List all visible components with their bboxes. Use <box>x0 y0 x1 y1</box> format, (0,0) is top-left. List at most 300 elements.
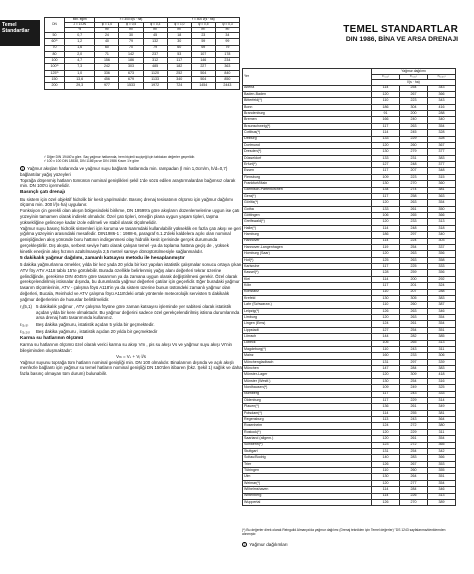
definition-value: 5 dakikalık yağmur , ATV çalışma föyüne göre zaman katsayısı işleminde yer sabitesi olarak istatistik açıdan yılda bir kere olmaktadır. Bu yağmur değerini sadece özel gerekçelendirilmiş istisna durumlarında arsa drenaj hattı tasarımında kullanınız. <box>36 303 240 321</box>
table2-place: Konstanz <box>243 289 372 295</box>
table2-cell: 117 <box>372 193 400 199</box>
table2-cell: 261 <box>400 206 428 212</box>
table2-cell: 127 <box>372 327 400 333</box>
table2-place: Kassel(*) <box>243 270 372 276</box>
table2-cell: 110 <box>372 346 400 352</box>
table2-cell: 283 <box>400 455 428 461</box>
table2-cell: 259 <box>400 270 428 276</box>
table1-cell: 363 <box>215 64 239 70</box>
table2-cell: 346 <box>428 308 456 314</box>
table1-row-label: 100 <box>45 58 65 64</box>
table1-cell: 1533 <box>119 83 143 89</box>
table2-place: Mainz <box>243 353 372 359</box>
paragraph: Toprağa döşenmiş hatların tümünün nominal genişlikleri şekil 1'de sözü edilen araştırmalardan bağımsız olarak min. DN 100'ü içermelidir. <box>20 177 236 189</box>
table1-cell: 132 <box>143 39 167 45</box>
table2-place: Kiel <box>243 276 372 282</box>
table1-cell: 312 <box>143 58 167 64</box>
table2-place: Münster-Lager <box>243 372 372 378</box>
table1-subhead: ψ = 0,5 <box>119 23 143 28</box>
table2-place: Greifswald(*) <box>243 219 372 225</box>
table1-cell: 30 <box>167 39 191 45</box>
table2-cell: 123 <box>372 442 400 448</box>
table2-cell: 233 <box>400 219 428 225</box>
table2-cell: 356 <box>428 251 456 257</box>
heading-roof-drainage: Basınçlı çatı drenajı <box>20 190 66 196</box>
table2-cell: 363 <box>428 193 456 199</box>
table2-place: Ulm <box>243 474 372 480</box>
table2-cell: 380 <box>428 423 456 429</box>
definition-key: r₍₅,₅₎ <box>20 322 29 328</box>
table1-cell: 1972 <box>143 83 167 89</box>
table2-cell: 166 <box>372 117 400 123</box>
table2-cell: 318 <box>428 225 456 231</box>
table2-cell: 263 <box>400 315 428 321</box>
table2-cell: 130 <box>372 295 400 301</box>
table2-cell: 128 <box>372 270 400 276</box>
table2-cell: 340 <box>428 117 456 123</box>
table2-cell: 243 <box>400 346 428 352</box>
table1-cell: 1133 <box>143 77 167 83</box>
table2-place: Tübingen <box>243 468 372 474</box>
table2-cell: 325 <box>428 385 456 391</box>
table2-cell: 201 <box>400 283 428 289</box>
table2-cell: 229 <box>400 397 428 403</box>
definition-item <box>20 304 242 321</box>
table1-unit: m² <box>119 28 143 33</box>
table1-cell: 45 <box>143 33 167 39</box>
table2-cell: 360 <box>428 181 456 187</box>
table1-unit: m² <box>167 28 191 33</box>
table2-cell: 243 <box>400 391 428 397</box>
table2-cell: 120 <box>372 436 400 442</box>
table2-cell: 261 <box>400 404 428 410</box>
table1-row-label: 150 <box>45 77 65 83</box>
table2-cell: 114 <box>372 410 400 416</box>
table2-cell: 366 <box>428 91 456 97</box>
definition-item <box>20 329 242 335</box>
table2-place: Altena <box>243 85 372 91</box>
table2-cell: 367 <box>428 142 456 148</box>
table2-cell: 249 <box>400 385 428 391</box>
table2-cell: 261 <box>400 321 428 327</box>
table2-cell: 144 <box>372 334 400 340</box>
table2-cell: 133 <box>372 136 400 142</box>
table1-cell: 2,0 <box>65 51 95 57</box>
table2-cell: 207 <box>400 168 428 174</box>
table2-cell: 265 <box>400 213 428 219</box>
table2-place: Leipzig(*) <box>243 308 372 314</box>
table2-cell: 274 <box>400 187 428 193</box>
table1-cell: 60 <box>95 45 119 51</box>
table2-place: Krefeld <box>243 295 372 301</box>
section-tab <box>0 20 40 46</box>
table1-head-slope: Min. eğim <box>65 18 95 23</box>
table2-cell: 140 <box>372 455 400 461</box>
table2-place: Karlsruhe <box>243 264 372 270</box>
definition-key: r₁(5,1) <box>20 303 32 309</box>
table1-cell: 0,7 <box>65 33 95 39</box>
table1-cell: 504 <box>191 70 215 76</box>
table1-cell: 69 <box>191 45 215 51</box>
table2-place: Halle(*) <box>243 225 372 231</box>
table2-head-col: r₍₅,₅₎ <box>400 74 428 80</box>
table2-cell: 109 <box>372 174 400 180</box>
table1-subhead: ψ = 0,5 <box>191 23 215 28</box>
table2-cell: 311 <box>428 346 456 352</box>
table2-place: Delburg <box>243 136 372 142</box>
table2-cell: 223 <box>400 98 428 104</box>
table1-cell: 156 <box>95 58 119 64</box>
table2-cell: 284 <box>400 366 428 372</box>
table-row <box>243 499 456 505</box>
table2-cell: 303 <box>428 238 456 244</box>
table2-place: Weimar(*) <box>243 480 372 486</box>
table2-place: Gera(*) <box>243 193 372 199</box>
table2-cell: 254 <box>400 378 428 384</box>
table2-cell: 127 <box>372 162 400 168</box>
figure2-legend <box>242 542 288 547</box>
table2-cell: 272 <box>400 442 428 448</box>
table2-cell: 110 <box>372 289 400 295</box>
table1-cell: 673 <box>119 70 143 76</box>
table2-cell: 383 <box>428 155 456 161</box>
table2-place: Nordhausen(*) <box>243 385 372 391</box>
table2-place: Bitterfeld(*) <box>243 98 372 104</box>
table1-cell: 456 <box>95 77 119 83</box>
table2-place: Magdeburg(*) <box>243 346 372 352</box>
paragraph: Fonksiyon çin gerekli olan akışın bölgesindeki birikme, DN 19599'a göre akışların düzenlemelerine uygun ise çatı yüzeyinin tamamen olarak indirekt olmalıdır. Özel çatı tipleri, örneğin plana uygun yaşam tipleri, taşma yüksekliğine gelinceye kadar izole edilmeli ve stabil olarak ölçülmelidir. <box>20 208 240 225</box>
table2-cell: 263 <box>400 257 428 263</box>
table1-cell: 4,7 <box>65 58 95 64</box>
table1-cell: 60 <box>167 45 191 51</box>
table2-cell: 354 <box>428 436 456 442</box>
table1-head-group2: r = 400 l/(s · ha) <box>167 18 239 23</box>
table2-cell: 120 <box>372 429 400 435</box>
table2-place: Hannover-Langenhagen <box>243 244 372 250</box>
definition-list <box>20 304 242 335</box>
table2-cell: 186 <box>372 104 400 110</box>
table2-place: Dresden(*) <box>243 149 372 155</box>
table1-cell: 182 <box>167 64 191 70</box>
table2-cell: 113 <box>372 417 400 423</box>
table1-cell: 1,0 <box>65 70 95 76</box>
table2-cell: 255 <box>400 410 428 416</box>
table2-cell: 324 <box>428 283 456 289</box>
table2-cell: 260 <box>400 142 428 148</box>
table2-cell: 297 <box>400 232 428 238</box>
table2-cell: 233 <box>400 353 428 359</box>
table2-place: Lörrach <box>243 334 372 340</box>
table2-place: Oldenburg <box>243 397 372 403</box>
table2-cell: 114 <box>372 276 400 282</box>
table2-cell: 354 <box>428 321 456 327</box>
table1-row-label: 80 <box>45 51 65 57</box>
table1-cell: 840 <box>215 70 239 76</box>
table1-cell: 252 <box>167 70 191 76</box>
table1-cell: 107 <box>191 51 215 57</box>
table1-cell: 79 <box>119 39 143 45</box>
table2-cell: 351 <box>428 474 456 480</box>
page-title: TEMEL STANDARTLAR <box>343 24 458 35</box>
table2-cell: 248 <box>400 225 428 231</box>
table2-cell: 117 <box>372 391 400 397</box>
table2-head-group: Yağmur dağılımı <box>372 69 456 75</box>
table2-cell: 254 <box>400 85 428 91</box>
table2-cell: 343 <box>428 98 456 104</box>
table1-cell: 29,3 <box>65 83 95 89</box>
table2-cell: 120 <box>372 219 400 225</box>
table2-cell: 270 <box>400 181 428 187</box>
table2-cell: 200 <box>400 111 428 117</box>
table2-cell: 117 <box>372 168 400 174</box>
table2-place: Plauen(*) <box>243 404 372 410</box>
table2-cell: 354 <box>428 123 456 129</box>
table1-cell: 99 <box>215 39 239 45</box>
table2-cell: 351 <box>428 327 456 333</box>
table1-cell: 30 <box>119 33 143 39</box>
table2-cell: 313 <box>428 219 456 225</box>
table1-cell: 303 <box>119 64 143 70</box>
table2-head-col: r₍₅,₂₀₎ <box>428 74 456 80</box>
paragraph: Yağmur suyu basınç hidrolik sistemleri için koruma ve tasarımdaki kullanılabilir yükseklik en fazla çatı akışı ve geri yığılma yüzeyinin arasındaki mesafedir. DIN1986-1 : 1988-6, paragraf 6.1.2'deki kaldelera açıkı olan nominal genişliğinden akış yönünde boru hattının indirgenmesi olay hidrolik kesit içerisinde gerçek durumunda gerçekleştirilir. Dış akışta, serbest seviye hattı olarak çalışan temel -ya da toplama hattına geçiş de , yüksek kinetik enerjinin akış hızının azaltılmasıyla 2,5 metrel sarsıye dönüştürülmesiyle sağlanmalıdır. <box>20 225 241 254</box>
table2-cell: 110 <box>372 98 400 104</box>
table1-unit: m² <box>95 28 119 33</box>
table1-unit: m² <box>215 28 239 33</box>
table2-cell: 124 <box>372 321 400 327</box>
table2-cell: 297 <box>400 359 428 365</box>
table1-row-label: 200 <box>45 83 65 89</box>
table2-place: Görlitz(*) <box>243 200 372 206</box>
table2-cell: 105 <box>372 340 400 346</box>
table2-cell: 223 <box>400 174 428 180</box>
table2-cell: 309 <box>400 372 428 378</box>
table1-cell: 186 <box>119 58 143 64</box>
table2-place: Soltau/Bodrig <box>243 455 372 461</box>
table2-cell: 106 <box>372 213 400 219</box>
table2-place: Lippstadt <box>243 327 372 333</box>
table2-cell: 117 <box>372 123 400 129</box>
paragraph: Yağmur suyunu toprağa tüm hatların nominal genişliği min. DN 100 olmalıdır. Binalarının dışında ve açık akışlı menfezle bağlantı için yağmur su temel hatların nominal genişliği DN 150'den itibaren (bkz. Şekil 1) sağlık ve daha fazla basınç olmayan tüm durum) bulunabilir. <box>20 359 242 377</box>
table2-cell: 114 <box>372 238 400 244</box>
table2-place: Hannover <box>243 238 372 244</box>
table1-cell: 13,6 <box>65 77 95 83</box>
table2-cell: 383 <box>428 366 456 372</box>
table2-cell: 305 <box>400 295 428 301</box>
table2-cell: 353 <box>428 461 456 467</box>
page-subtitle: DIN 1986, BİNA VE ARSA DRENAJI <box>345 36 458 43</box>
table2-cell: 254 <box>400 448 428 454</box>
table1-subhead: ψ = 1,0 <box>167 23 191 28</box>
table2-cell: 416 <box>428 104 456 110</box>
table2-cell: 126 <box>372 308 400 314</box>
table2-cell: 366 <box>428 213 456 219</box>
table1-cell: 340 <box>167 77 191 83</box>
table2-cell: 354 <box>428 200 456 206</box>
table2-place: Homburg (Saar) <box>243 251 372 257</box>
table2-cell: 272 <box>400 423 428 429</box>
table2-cell: 117 <box>372 283 400 289</box>
table-row <box>45 83 240 89</box>
table2-cell: 349 <box>428 404 456 410</box>
table2-cell: 117 <box>372 264 400 270</box>
table2-place: Erfurt(*) <box>243 162 372 168</box>
table2-head-place: Yer <box>243 69 372 86</box>
table1-subhead: ψ = 0,3 <box>215 23 239 28</box>
table2-cell: 131 <box>372 448 400 454</box>
table2-cell: 124 <box>372 423 400 429</box>
table1-cell: 679 <box>119 77 143 83</box>
table2-cell: 110 <box>372 302 400 308</box>
table2-place: Göttingen <box>243 213 372 219</box>
table2-cell: 350 <box>428 206 456 212</box>
table2-cell: 383 <box>428 295 456 301</box>
table1-cell: 53 <box>167 51 191 57</box>
table1-subhead: J = 1:DN <box>65 23 95 28</box>
table2-place: München <box>243 366 372 372</box>
table2-cell: 117 <box>372 397 400 403</box>
table2-cell: 333 <box>428 264 456 270</box>
table1-cell: 40 <box>95 39 119 45</box>
table2-cell: 328 <box>428 130 456 136</box>
table1-cell: 724 <box>167 83 191 89</box>
table2-cell: 125 <box>372 257 400 263</box>
table2-place: Saarland (allgem.) <box>243 436 372 442</box>
table1-cell: 7,3 <box>65 64 95 70</box>
table2-cell: 119 <box>372 244 400 250</box>
table1-cell: 18 <box>167 33 191 39</box>
table2-cell: 160 <box>372 353 400 359</box>
table1-cell: 117 <box>167 58 191 64</box>
table2-cell: 136 <box>372 404 400 410</box>
table2-cell: 314 <box>428 397 456 403</box>
table2-cell: 277 <box>400 480 428 486</box>
table2-place: Wilhelmshaven <box>243 487 372 493</box>
table2-cell: 313 <box>428 493 456 499</box>
figure1-legend-text: Yağmur akışları hatlarında ve yağmur suyu bağlantı hatlarında min. rampadan (l min 1,0cm/m, h/d=0,7) bağlantılar yağış yüzeyleri <box>20 166 228 177</box>
definition-item <box>20 322 242 328</box>
table2-place: Regensburg <box>243 417 372 423</box>
table1-row-label: 60¹⁾ <box>45 39 65 45</box>
table2-cell: 133 <box>372 155 400 161</box>
table2-cell: 260 <box>400 302 428 308</box>
table2-place: Hamburg <box>243 232 372 238</box>
table2-cell: 385 <box>428 334 456 340</box>
table1-head-group1: r = 300 l/(s · ha) <box>95 18 167 23</box>
table2-place: Flensburg <box>243 174 372 180</box>
table2-place: Rostock(*) <box>243 429 372 435</box>
table2-cell: 365 <box>428 442 456 448</box>
table1-subhead: ψ = 0,3 <box>143 23 167 28</box>
table1-unit: m² <box>191 28 215 33</box>
table2-place: Wuppertal <box>243 499 372 505</box>
table1-row-label: 50 <box>45 33 65 39</box>
table2-cell: 284 <box>400 487 428 493</box>
table2-cell: 270 <box>400 499 428 505</box>
table2-cell: 316 <box>428 378 456 384</box>
table2-cell: 354 <box>428 315 456 321</box>
table2-cell: 243 <box>400 417 428 423</box>
table2-cell: 342 <box>428 448 456 454</box>
table2-cell: 120 <box>372 315 400 321</box>
table2-cell: 258 <box>400 193 428 199</box>
definition-key: r₍₅,₂₀₎ <box>20 328 31 334</box>
table2-place: Münster (Westf.) <box>243 378 372 384</box>
table2-place: Lahr (Schwarzw.) <box>243 302 372 308</box>
table2-place: Trier <box>243 461 372 467</box>
paragraph: Karma su hatlarının ölçümü özel olarak verici karma su akışı Vm , pis su akışı Vs ve yağmur suyu akışı Vr'nin bileşiminden oluşmaktadır: <box>20 342 232 353</box>
section-tab-line1: Temel <box>2 22 17 28</box>
table2-cell: 265 <box>400 340 428 346</box>
table2-cell: 114 <box>372 225 400 231</box>
table2-cell: 282 <box>400 334 428 340</box>
table1-row-label: 70 <box>45 45 65 51</box>
table2-cell: 328 <box>428 136 456 142</box>
table2-cell: 306 <box>428 353 456 359</box>
table2-cell: 226 <box>400 493 428 499</box>
pipe-capacity-table <box>44 17 240 90</box>
definition-value: Beş dakika yağmuru , istatistik açıdan 20 yılda bir geçmektedir <box>36 328 158 334</box>
table2-place: Lingen (Ems) <box>243 321 372 327</box>
table2-cell: 313 <box>428 340 456 346</box>
table2-cell: 364 <box>428 417 456 423</box>
table2-cell: 245 <box>400 130 428 136</box>
table2-cell: 267 <box>400 461 428 467</box>
table1-unit: m² <box>143 28 167 33</box>
table2-cell: 133 <box>372 206 400 212</box>
table2-cell: 389 <box>428 499 456 505</box>
table2-place: Nürnberg <box>243 391 372 397</box>
table2-cell: 311 <box>428 429 456 435</box>
table2-footnote: (*) Bu değerler direk olarak Reinguild Almanya'da yağmur dağılımı (Drenaj tekniklen için Temel değerler) "DS 1243 sayfalarıma/denklemden alınmıştır. <box>242 528 446 537</box>
table2-cell: 377 <box>428 149 456 155</box>
heading-rain-distribution: 5 dakikalık yağmur dağılımı, zamanlı katsayısı metodu ile hesaplanmıştır <box>20 255 185 261</box>
table1-cell: 850 <box>215 77 239 83</box>
table2-place: Garmisch-Partenkirchen <box>243 187 372 193</box>
table1-cell: 1454 <box>191 83 215 89</box>
table2-cell: 229 <box>400 429 428 435</box>
table2-cell: 248 <box>400 162 428 168</box>
figure1-legend <box>20 166 242 178</box>
table1-cell: 70 <box>119 45 143 51</box>
table1-cell: 71 <box>95 51 119 57</box>
table2-cell: 292 <box>428 276 456 282</box>
table2-place: Gotha <box>243 206 372 212</box>
table1-cell: 237 <box>143 51 167 57</box>
table1-cell: 23 <box>191 33 215 39</box>
table2-cell: 418 <box>428 372 456 378</box>
table2-cell: 356 <box>428 270 456 276</box>
table2-place: Hof(*) <box>243 257 372 263</box>
table2-cell: 200 <box>400 276 428 282</box>
table2-place: Wittenberg <box>243 493 372 499</box>
table2-place: Schwerin(*) <box>243 442 372 448</box>
table2-cell: 288 <box>428 289 456 295</box>
table2-cell: 120 <box>372 91 400 97</box>
table2-cell: 315 <box>428 174 456 180</box>
table2-cell: 120 <box>372 251 400 257</box>
table2-cell: 263 <box>400 123 428 129</box>
table1-cell: 24 <box>95 33 119 39</box>
table2-cell: 263 <box>400 308 428 314</box>
table2-cell: 267 <box>400 91 428 97</box>
table1-cell: 234 <box>215 58 239 64</box>
table2-cell: 381 <box>428 187 456 193</box>
table2-cell: 254 <box>400 327 428 333</box>
table2-place: Potsdam(*) <box>243 410 372 416</box>
table2-cell: 240 <box>400 117 428 123</box>
left-text-column <box>20 166 242 377</box>
table2-cell: 120 <box>372 480 400 486</box>
